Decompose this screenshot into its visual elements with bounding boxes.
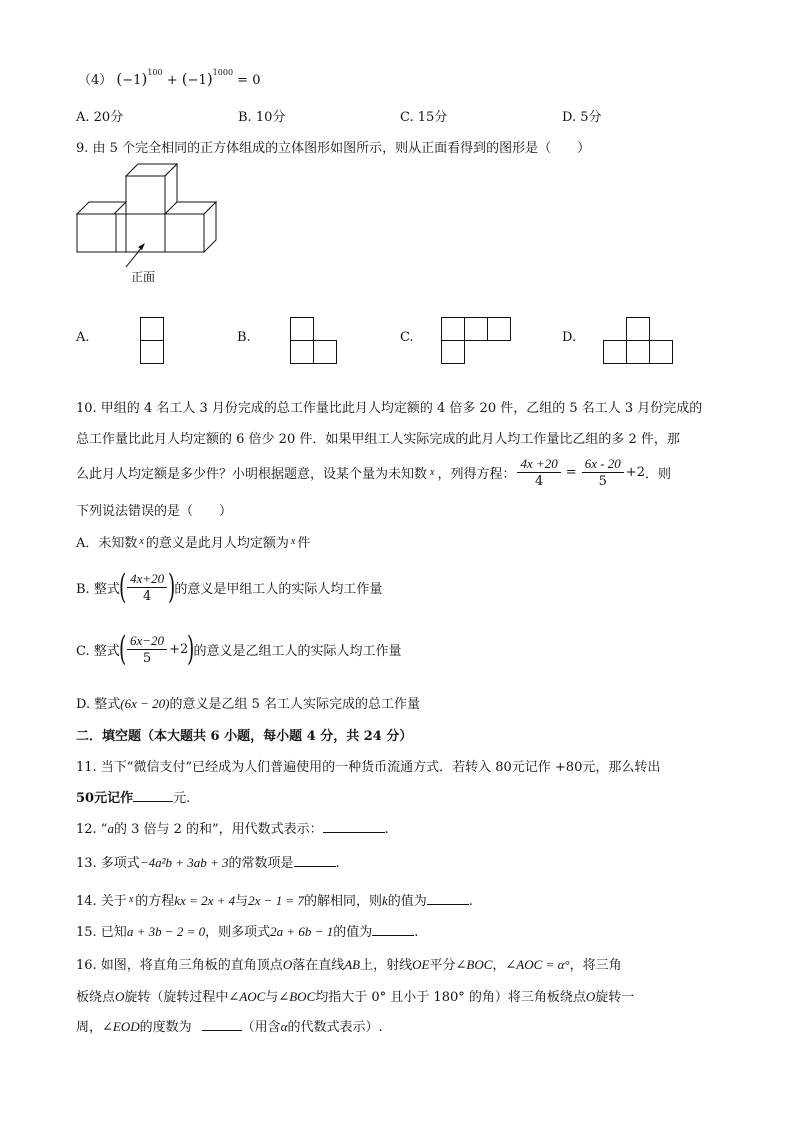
q16-line2: 板绕点O旋转（旋转过程中∠AOC与∠BOC均指大于 0° 且小于 180° 的角）将三角板绕点O旋转一 (76, 989, 635, 1005)
q14: 14. 关于 $^x$ 的方程kx = 2x + 4与2x − 1 = 7的解相同，则k的值为 . (76, 893, 473, 909)
q15: 15. 已知a + 3b − 2 = 0，则多项式2a + 6b − 1的值为 . (76, 924, 419, 940)
q10-option-d: D. 整式(6x − 20)的意义是乙组 5 名工人实际完成的总工作量 (76, 696, 420, 712)
q10-option-a: A．未知数 $^x$ 的意义是此月人均定额为 $^x$ 件 (76, 536, 311, 551)
q8-option-b: B. 10分 (238, 110, 286, 125)
q10-line4: 下列说法错误的是（ ） (76, 504, 233, 519)
q8-item4: （4） $(-1)^{100} + (-1)^{1000} = 0$ (78, 68, 261, 88)
q14-answer-blank[interactable] (427, 892, 469, 905)
q11-line2: 50元记作 元. (76, 791, 191, 806)
q9-front-label: 正面 (131, 270, 156, 284)
q9-option-b-figure (290, 317, 338, 365)
section-title: 二．填空题（本大题共 6 小题，每小题 4 分，共 24 分） (76, 729, 413, 744)
q16-line1: 16. 如图，将直角三角板的直角顶点O落在直线AB上，射线OE平分∠BOC，∠AOC = α°，将三角 (76, 957, 622, 973)
q11-answer-blank[interactable] (133, 789, 173, 802)
q9-stem: 9. 由 5 个完全相同的正方体组成的立体图形如图所示，则从正面看得到的图形是（ ） (76, 141, 591, 156)
q9-option-c-figure (441, 317, 513, 365)
q13: 13. 多项式−4a²b + 3ab + 3的常数项是 . (76, 855, 340, 871)
q9-option-c-label: C. (400, 330, 414, 345)
q12-answer-blank[interactable] (323, 820, 385, 833)
q10-line2: 总工作量比此月人均定额的 6 倍少 20 件．如果甲组工人实际完成的此月人均工作量比乙组的多 2 件，那 (76, 432, 680, 447)
q16-line3: 周，∠EOD的度数为 （用含α的代数式表示）. (76, 1019, 383, 1035)
q10-line1: 10. 甲组的 4 名工人 3 月份完成的总工作量比此月人均定额的 4 倍多 20 件，乙组的 5 名工人 3 月份完成的 (76, 401, 703, 416)
q16-answer-blank[interactable] (202, 1018, 242, 1031)
q15-answer-blank[interactable] (372, 923, 414, 936)
q9-cube-figure (70, 160, 230, 285)
q9-option-d-label: D. (562, 330, 577, 345)
q11-line1: 11. 当下“微信支付”已经成为人们普遍使用的一种货币流通方式．若转入 80元记作 +80元，那么转出 (76, 760, 661, 775)
q10-equation-right: $\frac{6x - 20}{5}$ (582, 456, 624, 489)
q10-option-c: C. 整式 ( $\frac{6x-20}{5}$ +2 ) 的意义是乙组工人的实际人均工作量 (76, 629, 402, 669)
q12: 12. “a的 3 倍与 2 的和”，用代数式表示： . (76, 821, 389, 837)
q8-option-c: C. 15分 (400, 110, 448, 125)
q8-option-d: D. 5分 (562, 110, 602, 125)
q10-equation-left: $\frac{4x +20}{4}$ (517, 456, 560, 489)
q9-option-a-label: A. (76, 330, 90, 345)
q8-option-a: A. 20分 (76, 110, 124, 125)
q10-line3: 么此月人均定额是多少件？小明根据题意，设某个量为未知数 x ，列得方程： $\frac{4x +20}{4}$ = $\frac{6x - 20}{5}$ +2 ．则 (76, 455, 671, 489)
q9-option-b-label: B. (237, 330, 251, 345)
q9-option-a-figure (140, 317, 164, 365)
q10-option-b: B. 整式 ( $\frac{4x+20}{4}$ ) 的意义是甲组工人的实际人均工作量 (76, 567, 383, 607)
q13-answer-blank[interactable] (294, 854, 336, 867)
q9-option-d-figure (603, 317, 675, 365)
